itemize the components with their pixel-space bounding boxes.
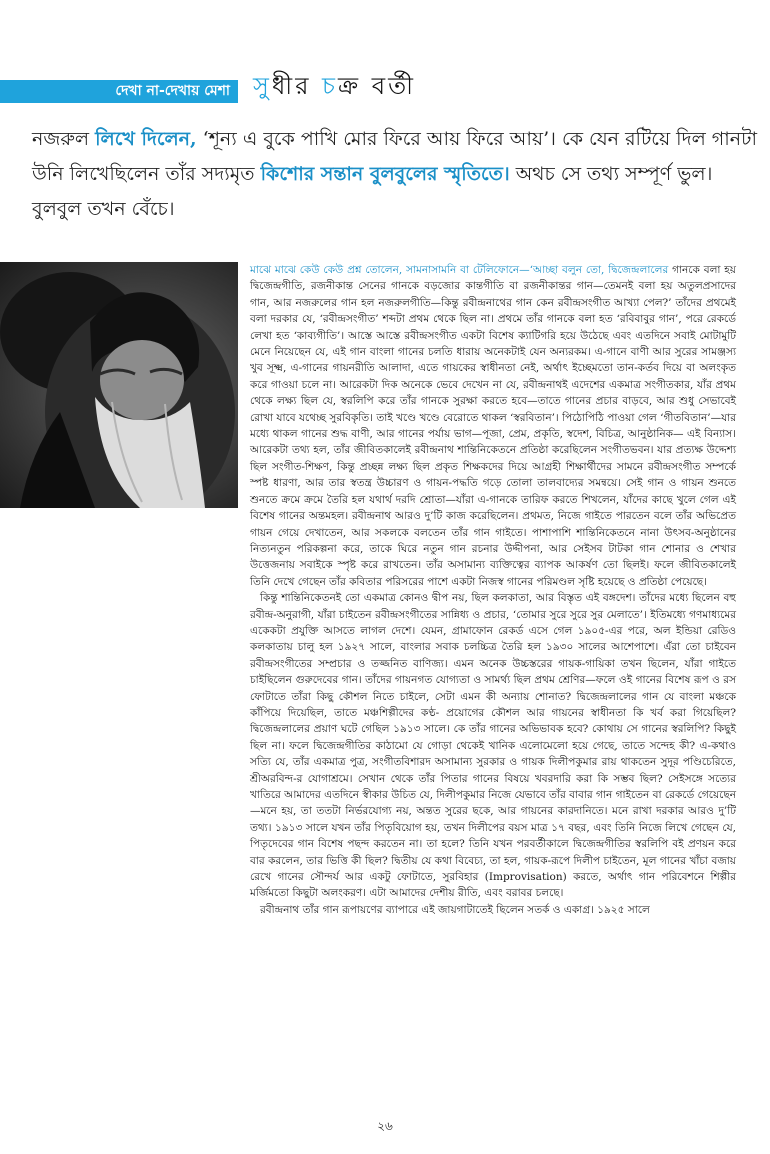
author-part: ধী bbox=[271, 72, 296, 100]
section-label: দেখা না-দেখায় মেশা bbox=[115, 83, 230, 99]
article-paragraph: রবীন্দ্রনাথ তাঁর গান রূপায়ণের ব্যাপারে এই জায়গাটাতেই ছিলেন সতর্ক ও একাগ্র। ১৯২৫ সালে bbox=[260, 903, 650, 916]
article-paragraph: কিন্তু শান্তিনিকেতনই তো একমাত্র কোনও দ্বীপ নয়, ছিল কলকাতা, আর বিস্তৃত এই বঙ্গদেশ। তাঁদের মধ্যে ছিলেন বহু রবীন্দ্র-অনুরাগী, যাঁরা চাইতেন রবীন্দ্রসংগীতের সান্নিধ্য ও প্রচার, ‘তোমার সুরে সুরে সুর মেলাতে’। ইতিমধ্যে গণমাধ্যমের একেকটা প্রযুক্তি আসতে লাগল দেশে। যেমন, গ্রামাফোন রেকর্ড এসে গেল ১৯০৫-এর পরে, অল ইন্ডিয়া রেডিও কলকাতায় চালু হল ১৯২৭ সালে, বাংলার সবাক চলচ্চিত্র তৈরি হল ১৯৩০ সালের আশেপাশে। এঁরা তো চাইবেন রবীন্দ্রসংগীতের সম্প্রচার ও তজ্জনিত বাণিজ্য। এমন অনেক উচ্চস্তরের গায়ক-গায়িকা তখন ছিলেন, যাঁরা গাইতে চাইছিলেন গুরুদেবের গান। তাঁদের গায়নগত যোগ্যতা ও সামর্থ্য ছিল প্রথম শ্রেণির—ফলে ওই গানের বিশেষ রূপ ও রস ফোটাতে তাঁরা কিছু কৌশল নিতে চাইলে, সেটা এমন কী অন্যায় শোনাত? দ্বিজেন্দ্রলালের গান যে বাংলা মঞ্চকে কাঁপিয়ে দিয়েছিল, তাতে মঞ্চশিল্পীদের কণ্ঠ- প্রয়োগের কৌশল আর গায়নের স্বাধীনতা কি খর্ব করা গিয়েছিল? দ্বিজেন্দ্রলালের প্রয়াণ ঘটে গেছিল ১৯১৩ সালে। কে তাঁর গানের অভিভাবক হবে? কোথায় সে গানের স্বরলিপি? কিছুই ছিল না। ফলে দ্বিজেন্দ্রগীতির কাঠামো যে গোড়া থেকেই খানিক এলোমেলো হয়ে গেছে, তাতে সন্দেহ কী? এ-কথাও সত্যি যে, তাঁর একমাত্র পুত্র, সংগীতবিশারদ অসামান্য সুরকার ও গায়ক দিলীপকুমার রায় থাকতেন সুদূর পণ্ডিচেরিতে, শ্রীঅরবিন্দ-র যোগাশ্রমে। সেখান থেকে তাঁর পিতার গানের বিষয়ে খবরদারি করা কি সম্ভব ছিল? সেইসঙ্গে সত্যের খাতিরে আমাদের এতদিনে স্বীকার উচিত যে, দিলীপকুমার নিজে যেভাবে তাঁর বাবার গান গাইতেন বা রেকর্ডে গেয়েছেন—মনে হয়, তা ততটা নির্ভরযোগ্য নয়, অন্তত সুরের ছকে, আর গায়নের কারদানিতে। মনে রাখা দরকার আরও দু’টি তথ্য। ১৯১৩ সালে যখন তাঁর পিতৃবিয়োগ হয়, তখন দিলীপের বয়স মাত্র ১৭ বছর, এবং তিনি নিজে লিখে গেছেন যে, পিতৃদেবের গান বিশেষ পছন্দ করতেন না। তা হলে? তিনি যখন পরবর্তীকালে দ্বিজেন্দ্রগীতির স্বরলিপি বই প্রণয়ন করে বার করলেন, তার ভিত্তি কী ছিল? দ্বিতীয় যে কথা বিবেচ্য, তা হল, গায়ক-রূপে দিলীপ চাইতেন, মূল গানের খাঁচা বজায় রেখে গানের সৌন্দর্য আর একটু ফোটাতে, সুরবিহার (Improvisation) করতে, অর্থাৎ গান পরিবেশনে শিল্পীর মর্জিমতো কিছুটা অলংকরণ। এটা আমাদের দেশীয় রীতি, এবং বরাবর চলছে। bbox=[250, 592, 736, 900]
author-part: র bbox=[295, 72, 323, 100]
author-part: চ bbox=[322, 72, 338, 100]
portrait-photo bbox=[0, 262, 238, 508]
author-name bbox=[253, 70, 416, 102]
pull-quote-text: ‘শূন্য এ বুকে পাখি মোর ফিরে আয় ফিরে আয়’। কে যেন রটিয়ে দিল গানটা উনি লিখেছিলেন তাঁর সদ্যমৃত bbox=[32, 128, 757, 185]
author-part: ব bbox=[361, 72, 389, 100]
pull-quote bbox=[32, 122, 762, 227]
article-paragraph-text: গানকে বলা হয় দ্বিজেন্দ্রগীতি, রজনীকান্ত সেনের গানকে বড়জোর কান্তগীতি বা রজনীকান্তর গান—তেমনই বলা হয় অতুলপ্রসাদের গান, আর নজরুলের গান হল নজরুলগীতি—কিন্তু রবীন্দ্রনাথের গান কেন রবীন্দ্রসংগীত আখ্যা পেল?’ তাঁদের প্রথমেই বলা দরকার যে, ‘রবীন্দ্রসংগীত’ শব্দটা প্রথম থেকে ছিল না। প্রথমে তাঁর গানকে বলা হত ‘রবিবাবুর গান’, পরে রেকর্ডে লেখা হত ‘কাব্যগীতি’। আস্তে আস্তে রবীন্দ্রসংগীত একটা বিশেষ ক্যাটিগরি হয়ে উঠেছে এবং এতদিনে সবাই মোটামুটি মেনে নিয়েছেন যে, এই গান বাংলা গানের চলতি ধারায় অনেকটাই যেন অন্যরকম। এ-গানে বাণী আর সুরের সামঞ্জস্য খুব সূক্ষ্ম, এ-গানের গায়নরীতি আলাদা, এতে গায়কের স্বাধীনতা নেই, অর্থাৎ ইচ্ছেমতো তান-কর্তব দিয়ে বা অলংকৃত করে গাওয়া চলে না। আরেকটা দিক অনেকে ভেবে দেখেন না যে, রবীন্দ্রনাথই এদেশের একমাত্র সংগীতকার, যাঁর প্রথম থেকে লক্ষ্য ছিল যে, স্বরলিপি করে তাঁর গানকে সুরক্ষা করতে হবে—তাতে গানের প্রচার বাড়বে, আর শুধু সেভাবেই রোখা যাবে যথেচ্ছ সুরবিকৃতি। তাই খণ্ডে খণ্ডে বেরোতে থাকল ‘স্বরবিতান’। পিঠোপিঠি পাওয়া গেল ‘গীতবিতান’—যার মধ্যে থাকল গানের শুদ্ধ বাণী, আর গানের পর্যায় ভাগ—পূজা, প্রেম, প্রকৃতি, স্বদেশ, বিচিত্র, আনুষ্ঠানিক— এই বিন্যাস। আরেকটা তথ্য হল, তাঁর জীবিতকালেই রবীন্দ্রনাথ শান্তিনিকেতনে প্রতিষ্ঠা করেছিলেন সংগীতভবন। যার প্রত্যক্ষ উদ্দেশ্য ছিল সংগীত-শিক্ষণ, কিন্তু প্রচ্ছন্ন লক্ষ্য ছিল প্রকৃত শিক্ষকদের দিয়ে আগ্রহী শিক্ষার্থীদের সামনে রবীন্দ্রসংগীত সম্পর্কে স্পষ্ট ধারণা, আর তার স্বতন্ত্র উচ্চারণ ও গায়ন-পদ্ধতি গড়ে তোলা তালবাদ্যের সমন্বয়ে। সেই গান ও গায়ন শুনতে শুনতে ক্রমে ক্রমে তৈরি হল যথার্থ দরদি শ্রোতা—যাঁরা এ-গানকে তারিফ করতে শিখলেন, যাঁদের কাছে খুলে গেল এই বিশেষ গানের অন্তমহল। রবীন্দ্রনাথ আরও দু’টি কাজ করেছিলেন। প্রথমত, নিজে গাইতে পারতেন বলে তাঁর অভিপ্রেত গায়ন গেয়ে দেখাতেন, আর সকলকে বলতেন তাঁর গান গাইতে। পাশাপাশি শান্তিনিকেতনে নানা উৎসব-অনুষ্ঠানের নিত্যনতুন পরিকল্পনা করে, তাকে ঘিরে নতুন গান রচনার উদ্দীপনা, আর সেইসব টাটকা গান শোনার ও শেখার উত্তেজনায় সবাইকে স্পৃষ্ট করে রাখতেন। তাঁর অসামান্য ব্যক্তিত্বের ব্যাপক আকর্ষণ তো ছিলই। ফলে জীবিতকালেই তিনি দেখে গেছেন তাঁর কবিতার পরিসরের পাশে একটা নিজস্ব গানের পরিমণ্ডল সৃষ্টি হয়েছে ও প্রতিষ্ঠা পেয়েছে। bbox=[250, 264, 736, 588]
pull-quote-text: নজরুল bbox=[32, 128, 96, 150]
article-paragraph bbox=[250, 262, 736, 590]
pull-quote-highlight: কিশোর সন্তান বুলবুলের স্মৃতিতে। bbox=[260, 163, 510, 185]
pull-quote-text: অথচ সে তথ্য সম্পূর্ণ ভুল। বুলবুল তখন বেঁচে। bbox=[32, 163, 713, 220]
author-part: ক্র bbox=[337, 72, 362, 100]
article-lead: মাঝে মাঝে কেউ কেউ প্রশ্ন তোলেন, সামনাসামনি বা টেলিফোনে—‘আচ্ছা বলুন তো, দ্বিজেন্দ্রলালের bbox=[250, 264, 669, 276]
portrait-illustration bbox=[0, 262, 238, 508]
author-part: র্তী bbox=[388, 72, 416, 100]
pull-quote-highlight: লিখে দিলেন, bbox=[95, 128, 197, 150]
article-body bbox=[250, 262, 736, 918]
page-number: ২৬ bbox=[377, 1119, 393, 1133]
section-band bbox=[0, 80, 238, 103]
author-part: সু bbox=[253, 72, 272, 100]
